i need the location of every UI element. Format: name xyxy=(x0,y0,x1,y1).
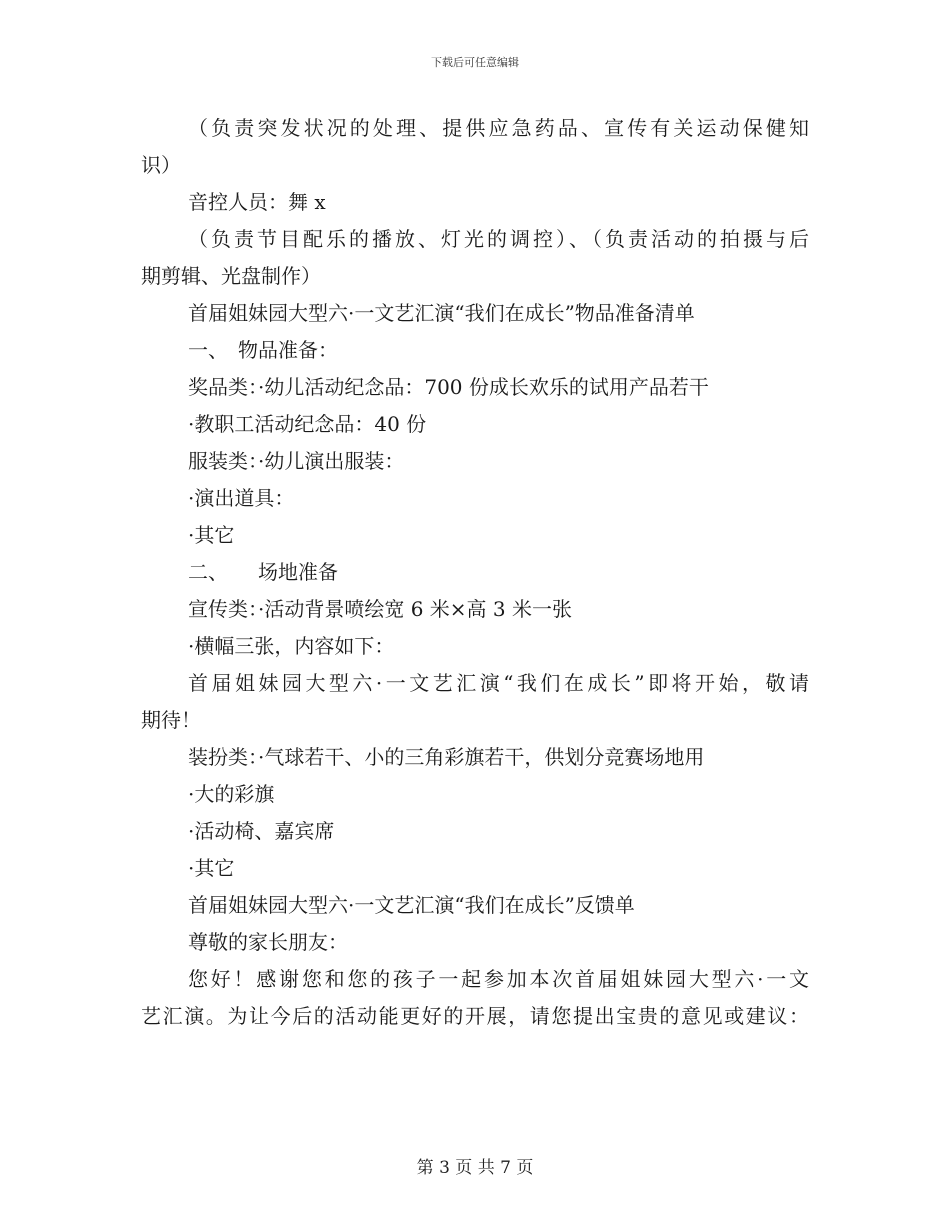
page-number-footer: 第 3 页 共 7 页 xyxy=(416,1158,534,1178)
text-line: ·其它 xyxy=(188,856,235,880)
text-line: ·教职工活动纪念品：40 份 xyxy=(188,412,427,436)
text-line: ·演出道具： xyxy=(188,486,295,510)
text-line: 首届姐妹园大型六·一文艺汇演“我们在成长”反馈单 xyxy=(188,893,635,917)
text-line: 奖品类：·幼儿活动纪念品：700 份成长欢乐的试用产品若干 xyxy=(188,375,709,399)
document-body xyxy=(141,110,809,1035)
text-line: 二、 场地准备 xyxy=(188,560,338,584)
text-line: ·横幅三张，内容如下： xyxy=(188,634,395,658)
text-line: 期待！ xyxy=(141,708,201,732)
text-line: 期剪辑、光盘制作） xyxy=(141,264,321,288)
text-line: 音控人员：舞 x xyxy=(188,190,326,214)
text-line: 宣传类：·活动背景喷绘宽 6 米×高 3 米一张 xyxy=(188,597,572,621)
text-line: 您好！感谢您和您的孩子一起参加本次首届姐妹园大型六·一文 xyxy=(188,967,809,991)
text-line: 服装类：·幼儿演出服装： xyxy=(188,449,405,473)
text-line: ·大的彩旗 xyxy=(188,782,275,806)
text-line: 首届姐妹园大型六·一文艺汇演“我们在成长”即将开始，敬请 xyxy=(188,671,809,695)
text-line: 一、 物品准备： xyxy=(188,338,338,362)
text-line: 尊敬的家长朋友： xyxy=(188,930,348,954)
text-line: 识） xyxy=(141,153,181,177)
text-line: 首届姐妹园大型六·一文艺汇演“我们在成长”物品准备清单 xyxy=(188,301,695,325)
text-line: ·活动椅、嘉宾席 xyxy=(188,819,335,843)
text-line: 装扮类：·气球若干、小的三角彩旗若干，供划分竞赛场地用 xyxy=(188,745,705,769)
text-line: ·其它 xyxy=(188,523,235,547)
text-line: 艺汇演。为让今后的活动能更好的开展，请您提出宝贵的意见或建议： xyxy=(141,1004,809,1028)
text-line: （负责突发状况的处理、提供应急药品、宣传有关运动保健知 xyxy=(188,116,809,140)
text-line: （负责节目配乐的播放、灯光的调控）、（负责活动的拍摄与后 xyxy=(188,227,809,251)
page-header: 下载后可任意编辑 xyxy=(431,56,519,69)
